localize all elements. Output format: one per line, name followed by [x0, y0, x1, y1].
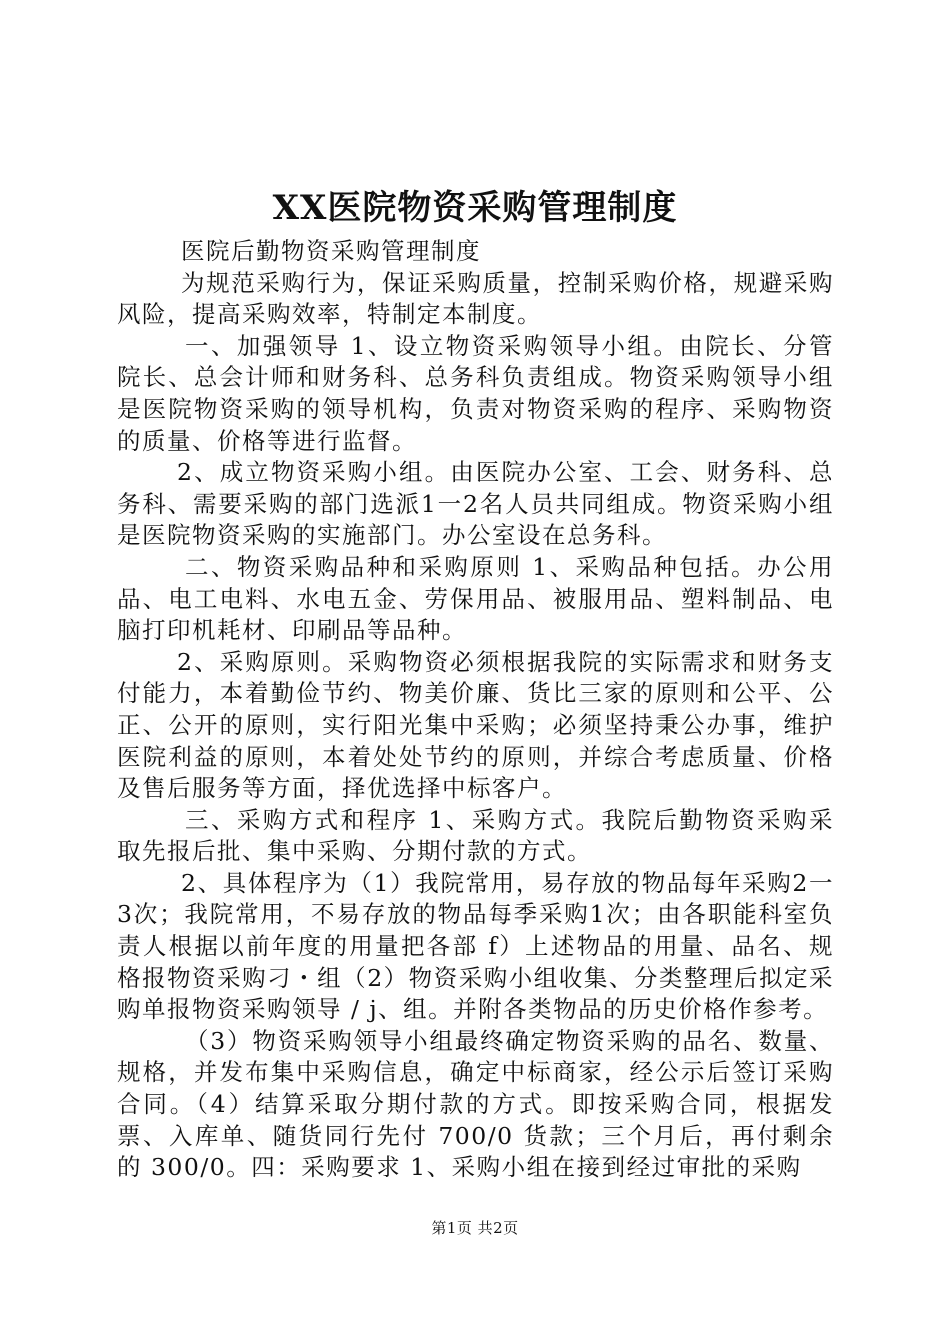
paragraph-procurement-categories: 二、物资采购品种和采购原则 1、采购品种包括。办公用品、电工电料、水电五金、劳保用品、被服用品、塑料制品、电脑打印机耗材、印刷品等品种。	[117, 552, 834, 645]
paragraph-purpose: 为规范采购行为，保证采购质量，控制采购价格，规避采购风险，提高采购效率，特制定本制度。	[117, 268, 834, 329]
paragraph-leadership: 一、加强领导 1、设立物资采购领导小组。由院长、分管院长、总会计师和财务科、总务科负责组成。物资采购领导小组是医院物资采购的领导机构，负责对物资采购的程序、采购物资的质量、价格等进行监督。	[117, 331, 834, 455]
document-title: XX医院物资采购管理制度	[272, 188, 678, 228]
paragraph-subtitle: 医院后勤物资采购管理制度	[181, 237, 481, 265]
paragraph-procurement-team: 2、成立物资采购小组。由医院办公室、工会、财务科、总务科、需要采购的部门选派1一2名人员共同组成。物资采购小组是医院物资采购的实施部门。办公室设在总务科。	[117, 458, 834, 550]
paragraph-procurement-method: 三、采购方式和程序 1、采购方式。我院后勤物资采购采取先报后批、集中采购、分期付款的方式。	[117, 805, 834, 866]
document-body	[117, 236, 834, 1184]
paragraph-contract-settlement: （3）物资采购领导小组最终确定物资采购的品名、数量、规格，并发布集中采购信息，确定中标商家，经公示后签订采购合同。（4）结算采取分期付款的方式。即按采购合同，根据发票、入库单、随货同行先付 700/0 货款；三个月后，再付剩余的 300/0。四：采购要求 1、采购小组在接到经过审批的采购	[117, 1026, 834, 1182]
page-number-footer: 第1页 共2页	[431, 1219, 519, 1237]
paragraph-procedure: 2、具体程序为（1）我院常用，易存放的物品每年采购2一3次；我院常用，不易存放的物品每季采购1次；由各职能科室负责人根据以前年度的用量把各部 f）上述物品的用量、品名、规格报物资采购刁・组（2）物资采购小组收集、分类整理后拟定采购单报物资采购领导 / j、组。并附各类物品的历史价格作参考。	[117, 868, 834, 1024]
paragraph-procurement-principles: 2、采购原则。采购物资必须根据我院的实际需求和财务支付能力，本着勤俭节约、物美价廉、货比三家的原则和公平、公正、公开的原则，实行阳光集中采购；必须坚持秉公办事，维护医院利益的原则，本着处处节约的原则，并综合考虑质量、价格及售后服务等方面，择优选择中标客户。	[117, 647, 834, 803]
